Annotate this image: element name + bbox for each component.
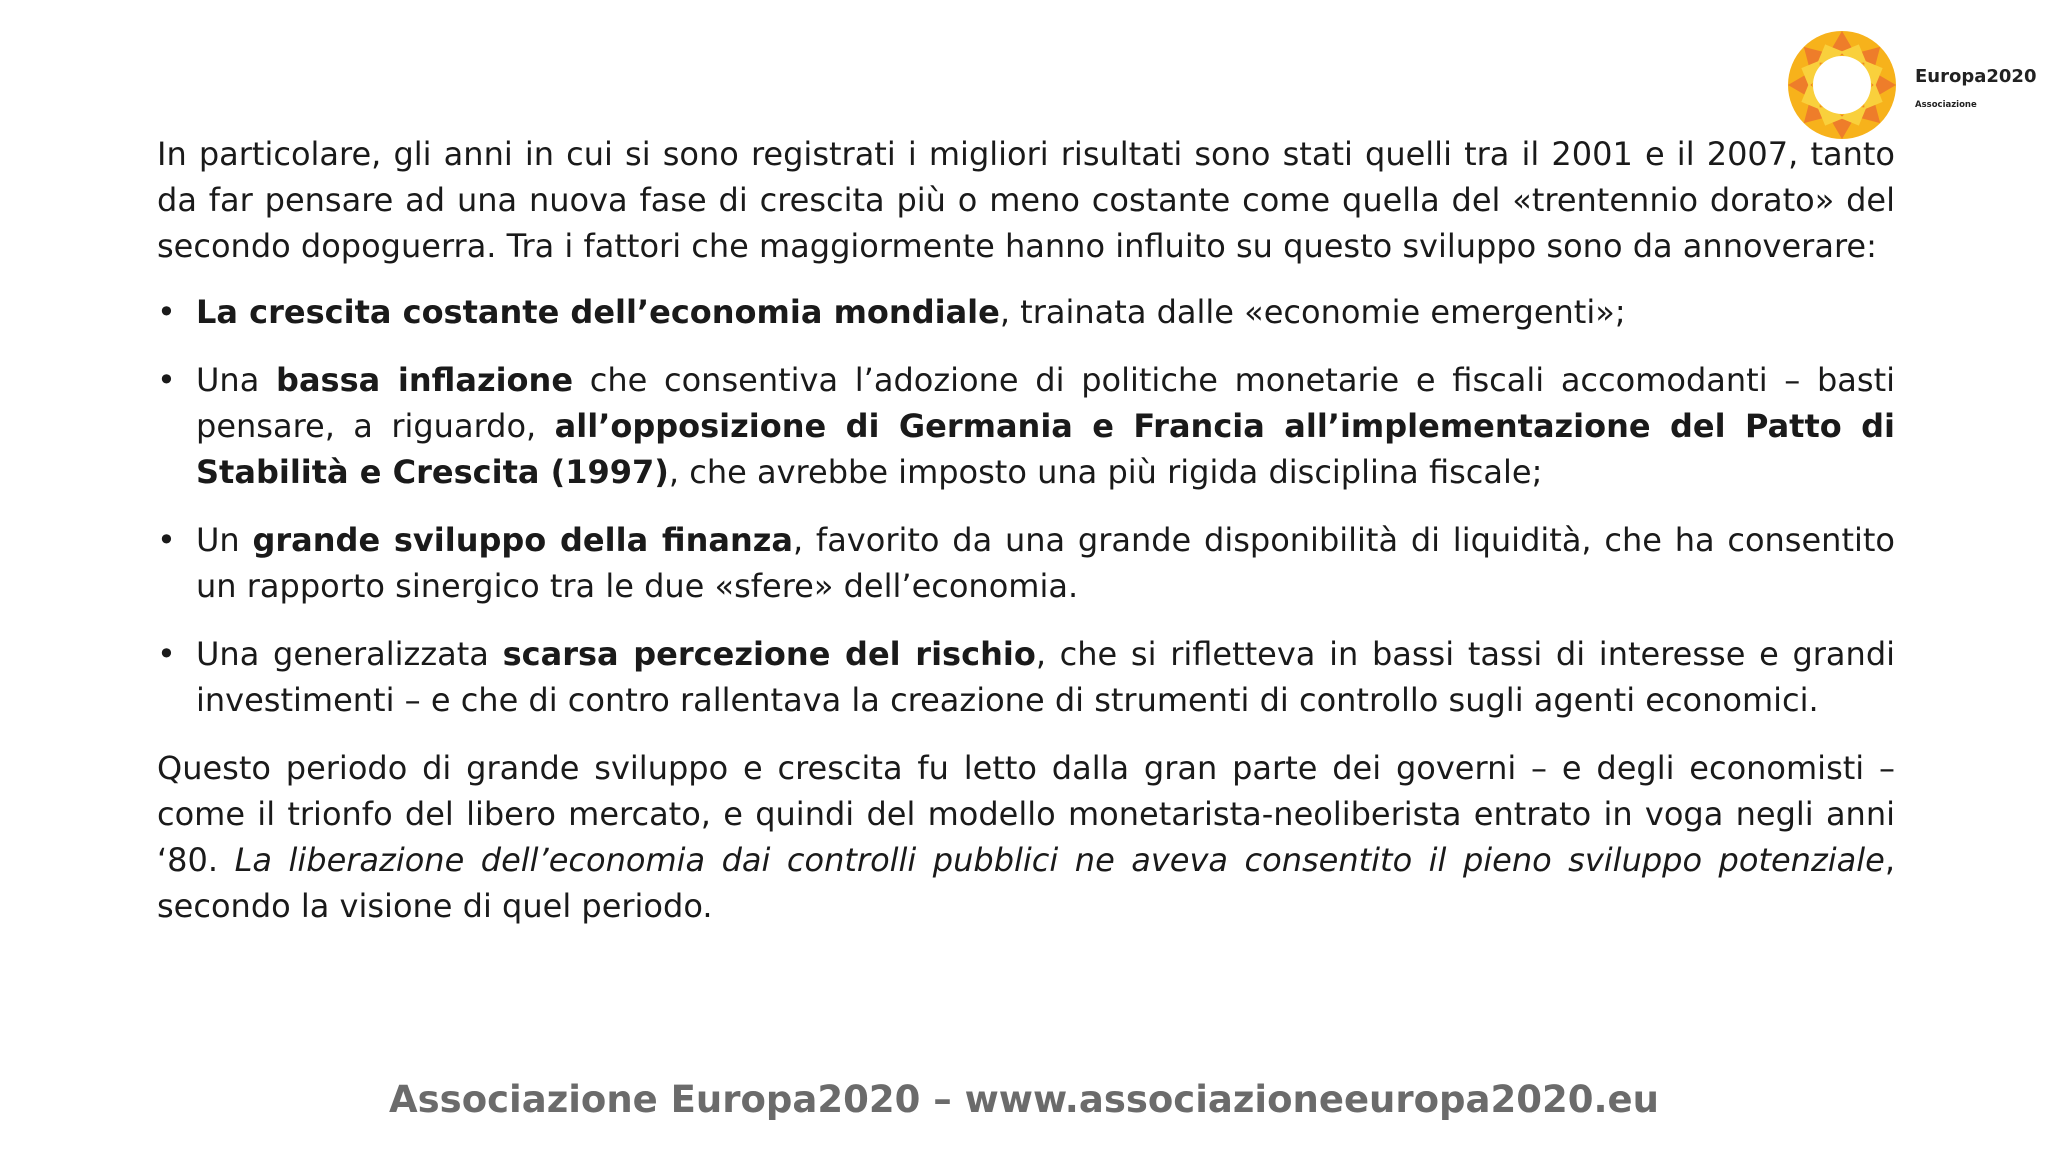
list-item (157, 357, 1895, 495)
bullet-bold-text: bassa inflazione (276, 361, 574, 399)
bullet-text: Una (196, 361, 277, 399)
closing-italic-text: La liberazione dell’economia dai controlli pubblici ne aveva consentito il pieno sviluppo potenziale (234, 841, 1885, 879)
bullet-text: Una generalizzata (196, 635, 503, 673)
bullet-bold-text: all’opposizione di Germania e Francia all’implementazione del Patto di Stabilità e Crescita (1997) (196, 407, 1896, 491)
footer-credit: Associazione Europa2020 – www.associazioneeuropa2020.eu (389, 1078, 1659, 1121)
logo-title: Europa2020 (1915, 66, 2037, 87)
closing-text-end: , secondo la visione di quel periodo. (157, 841, 1896, 925)
slide-body (157, 131, 1895, 929)
closing-text: Questo periodo di grande sviluppo e crescita fu letto dalla gran parte dei governi – e degli economisti – come il trionfo del libero mercato, e quindi del modello monetarista-neoliberista entrato in voga negli anni ‘80. (157, 749, 1895, 879)
closing-paragraph (157, 745, 1895, 929)
bullet-text: Un (196, 521, 253, 559)
bullet-text: , favorito da una grande disponibilità di liquidità, che ha consentito un rapporto sinergico tra le due «sfere» dell’economia. (196, 521, 1896, 605)
factor-list (157, 289, 1895, 723)
list-item (157, 631, 1895, 723)
bullet-text: , che avrebbe imposto una più rigida disciplina fiscale; (668, 453, 1543, 491)
bullet-dot-icon: • (157, 293, 176, 331)
bullet-text: che consentiva l’adozione di politiche monetarie e fiscali accomodanti – basti pensare, a riguardo, (196, 361, 1896, 445)
bullet-dot-icon: • (157, 635, 176, 673)
bullet-bold-text: La crescita costante dell’economia mondiale (196, 293, 1000, 331)
list-item (157, 517, 1895, 609)
bullet-dot-icon: • (157, 361, 176, 399)
europa2020-logo (1785, 28, 2045, 144)
logo-subtitle: Associazione (1915, 100, 1977, 110)
bullet-dot-icon: • (157, 521, 176, 559)
list-item (157, 289, 1895, 335)
europa2020-star-logo-icon (1785, 28, 1899, 142)
bullet-bold-text: grande sviluppo della finanza (252, 521, 793, 559)
intro-paragraph: In particolare, gli anni in cui si sono registrati i migliori risultati sono stati quelli tra il 2001 e il 2007, tanto da far pensare ad una nuova fase di crescita più o meno costante come quella del «trentennio dorato» del secondo dopoguerra. Tra i fattori che maggiormente hanno influito su questo sviluppo sono da annoverare: (157, 135, 1895, 265)
bullet-text: , trainata dalle «economie emergenti»; (999, 293, 1626, 331)
bullet-bold-text: scarsa percezione del rischio (502, 635, 1036, 673)
bullet-text: , che si rifletteva in bassi tassi di interesse e grandi investimenti – e che di contro rallentava la creazione di strumenti di controllo sugli agenti economici. (196, 635, 1896, 719)
